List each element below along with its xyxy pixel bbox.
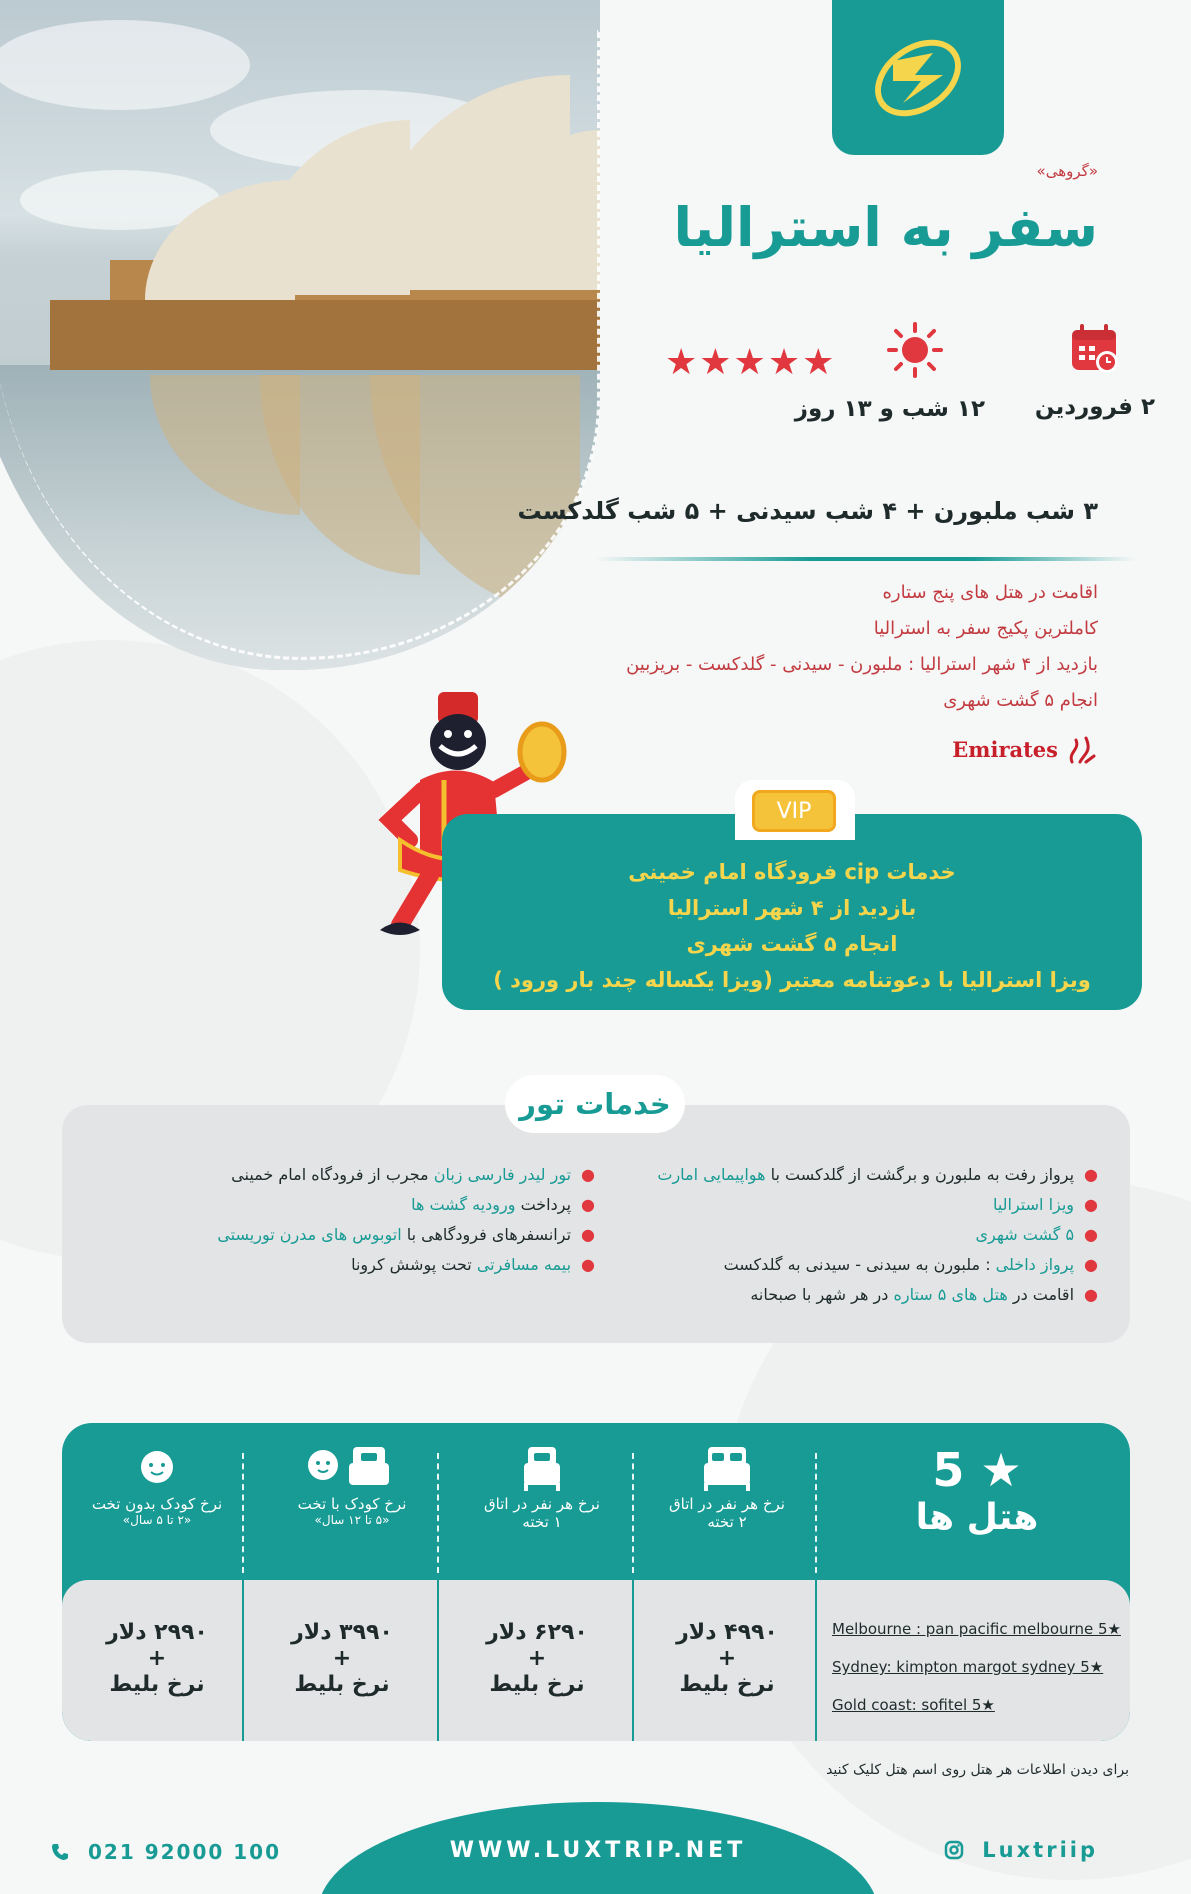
vip-badge: VIP — [752, 790, 836, 832]
services-left-column — [217, 1160, 595, 1280]
price-col-header-child-bed: نرخ کودک با تخت «۵ تا ۱۲ سال» — [272, 1443, 432, 1573]
vip-line: بازدید از ۴ شهر استرالیا — [667, 896, 917, 920]
airline-logo — [952, 732, 1098, 766]
vip-line: انجام ۵ گشت شهری — [686, 932, 898, 956]
price-single: ۶۲۹۰ دلار + نرخ بلیط — [486, 1620, 588, 1697]
highlight-item: اقامت در هتل های پنج ستاره — [882, 582, 1098, 603]
phone-number: 021 92000 100 — [88, 1840, 282, 1864]
duration-label: ۱۲ شب و ۱۳ روز — [794, 396, 985, 422]
bed-single-icon — [520, 1443, 564, 1491]
highlight-item: انجام ۵ گشت شهری — [943, 690, 1098, 711]
phone-contact[interactable] — [50, 1840, 281, 1864]
price-col-header-double: نرخ هر نفر در اتاق ۲ تخته — [652, 1443, 802, 1573]
logo-icon — [863, 23, 973, 133]
vip-line: خدمات cip فرودگاه امام خمینی — [628, 860, 956, 884]
itinerary: ۳ شب ملبورن + ۴ شب سیدنی + ۵ شب گلدکست — [517, 497, 1098, 525]
sun-icon — [887, 322, 943, 378]
services-title-pill — [505, 1075, 685, 1133]
hotel-list — [832, 1610, 1121, 1724]
calendar-icon — [1068, 322, 1122, 376]
child-bed-icon — [307, 1443, 397, 1491]
star-icon: ★ — [980, 1443, 1022, 1497]
hotel-link[interactable]: Melbourne : pan pacific melbourne 5★ — [832, 1620, 1121, 1638]
service-item: ●تور لیدر فارسی زبان مجرب از فرودگاه امام خمینی — [231, 1165, 595, 1184]
services-right-column — [657, 1160, 1098, 1310]
bed-double-icon — [700, 1443, 754, 1491]
page-title: سفر به استرالیا — [673, 196, 1098, 259]
instagram-icon — [944, 1840, 964, 1860]
service-item: ●بیمه مسافرتی تحت پوشش کرونا — [351, 1255, 595, 1274]
hotel-click-note: برای دیدن اطلاعات هر هتل روی اسم هتل کلیک کنید — [826, 1762, 1129, 1778]
service-item: ●ترانسفرهای فرودگاهی با اتوبوس های مدرن توریستی — [217, 1225, 595, 1244]
airline-name: Emirates — [952, 736, 1058, 762]
price-table — [62, 1423, 1130, 1741]
highlight-item: کاملترین پکیج سفر به استرالیا — [873, 618, 1098, 639]
divider — [595, 557, 1135, 561]
price-double: ۴۹۹۰ دلار + نرخ بلیط — [676, 1620, 778, 1697]
hotel-link[interactable]: Sydney: kimpton margot sydney 5★ — [832, 1658, 1104, 1676]
highlight-item: بازدید از ۴ شهر استرالیا : ملبورن - سیدنی - گلدکست - بریزبین — [626, 654, 1098, 675]
vip-services-box — [442, 814, 1142, 1010]
website-link[interactable]: WWW.LUXTRIP.NET — [449, 1838, 747, 1863]
rating-stars: ★★★★★ — [665, 342, 837, 383]
service-item: ●۵ گشت شهری — [975, 1225, 1098, 1244]
price-child-bed: ۳۹۹۰ دلار + نرخ بلیط — [291, 1620, 393, 1697]
phone-icon — [50, 1842, 70, 1862]
price-col-header-single: نرخ هر نفر در اتاق ۱ تخته — [467, 1443, 617, 1573]
services-title: خدمات تور — [519, 1087, 671, 1121]
service-item: ●پرواز داخلی : ملبورن به سیدنی - سیدنی به گلدکست — [723, 1255, 1098, 1274]
price-table-body — [62, 1580, 1130, 1741]
vip-line: ویزا استرالیا با دعوتنامه معتبر (ویزا یکساله چند بار ورود ) — [493, 968, 1091, 992]
service-item: ●اقامت در هتل های ۵ ستاره در هر شهر با صبحانه — [750, 1285, 1098, 1304]
hotel-link[interactable]: Gold coast: sofitel 5★ — [832, 1696, 995, 1714]
date-info — [1035, 322, 1155, 420]
price-child-nobed: ۲۹۹۰ دلار + نرخ بلیط — [106, 1620, 208, 1697]
service-item: ●پرداخت ورودیه گشت ها — [411, 1195, 595, 1214]
child-face-icon — [137, 1443, 177, 1491]
emirates-calligraphy-icon — [1066, 732, 1098, 766]
instagram-handle: Luxtriip — [982, 1838, 1098, 1862]
price-table-header — [62, 1423, 1130, 1578]
price-col-header-child-nobed: نرخ کودک بدون تخت «۲ تا ۵ سال» — [77, 1443, 237, 1573]
duration-info — [794, 322, 985, 422]
group-tag: «گروهی» — [1036, 162, 1098, 180]
service-item: ●ویزا استرالیا — [992, 1195, 1098, 1214]
hotels-rating-label: 5 ★ هتل ها — [915, 1443, 1039, 1538]
date-label: ۲ فروردین — [1034, 394, 1155, 420]
instagram-contact[interactable] — [944, 1838, 1098, 1862]
service-item: ●پرواز رفت به ملبورن و برگشت از گلدکست با هواپیمایی امارت — [657, 1165, 1098, 1184]
brand-logo[interactable] — [832, 0, 1004, 155]
highlights-list — [626, 575, 1098, 719]
